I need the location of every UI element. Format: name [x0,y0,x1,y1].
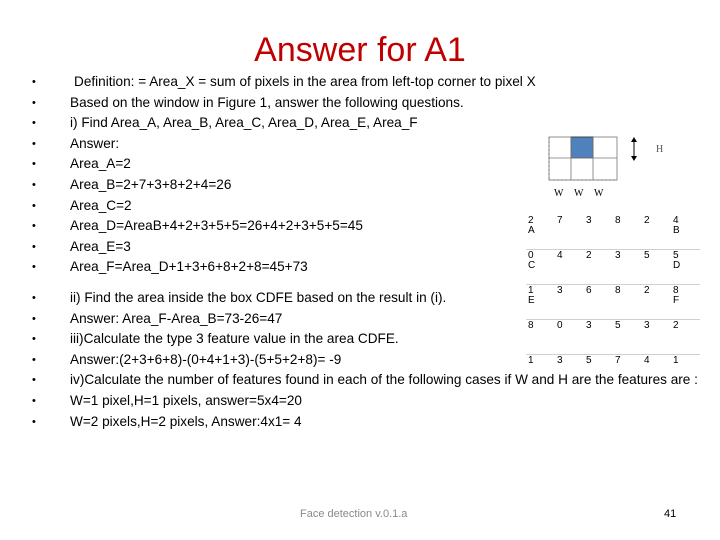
grid-cell-label: A [528,225,535,236]
grid-cell-value: 4 [644,355,650,366]
h-label: H [656,144,664,155]
grid-cell [526,320,555,355]
feature-window-figure [546,134,676,204]
grid-cell [555,355,584,390]
grid-row [526,355,700,390]
grid-cell-value: 8 [673,285,679,296]
grid-cell [555,215,584,250]
grid-cell-value: 0 [528,250,534,261]
grid-cell-label: E [528,295,535,306]
grid-cell [584,320,613,355]
grid-cell [584,285,613,320]
grid-cell-value: 5 [673,250,679,261]
bullet-question-4: • iv)Calculate the number of features found in each of the following cases if W and H are the features are : [28,370,700,391]
grid-cell-value: 2 [644,285,650,296]
grid-cell-value: 1 [528,285,534,296]
grid-cell-value: 1 [673,355,679,366]
grid-cell [526,215,555,250]
bullet-question-3: • iii)Calculate the type 3 feature value in the area CDFE. [28,329,700,350]
grid-cell-value: 5 [615,320,621,331]
h-arrow-up-icon [631,137,637,142]
bullet-definition: • Definition: = Area_X = sum of pixels in the area from left-top corner to pixel X [28,72,700,93]
grid-cell [555,250,584,285]
grid-cell-value: 0 [557,320,563,331]
grid-row [526,215,700,250]
grid-cell [613,250,642,285]
grid-cell [642,285,671,320]
grid-cell-value: 2 [586,250,592,261]
slide-title: Answer for A1 [254,31,466,69]
grid-cell-value: 1 [528,355,534,366]
grid-cell [642,320,671,355]
grid-cell-value: 2 [644,215,650,226]
grid-cell-value: 4 [673,215,679,226]
grid-cell-value: 3 [644,320,650,331]
grid-cell-label: B [673,225,680,236]
grid-cell [584,355,613,390]
grid-cell [526,250,555,285]
grid-cell [584,250,613,285]
grid-row [526,250,700,285]
grid-cell [642,215,671,250]
grid-cell-value: 8 [615,215,621,226]
grid-cell-value: 8 [615,285,621,296]
grid-cell-value: 8 [528,320,534,331]
bullet-area-e: • Area_E=3 [28,237,700,258]
bullet-question-1: • i) Find Area_A, Area_B, Area_C, Area_D, Area_E, Area_F [28,113,700,134]
grid-cell [584,215,613,250]
grid-cell [671,250,700,285]
grid-cell [613,320,642,355]
bullet-area-b: • Area_B=2+7+3+8+2+4=26 [28,175,700,196]
grid-cell [642,250,671,285]
grid-cell [555,285,584,320]
grid-cell-value: 4 [557,250,563,261]
w-label-1: W [554,188,564,199]
grid-cell-value: 2 [673,320,679,331]
bullet-area-a: • Area_A=2 [28,154,700,175]
bullet-case-1: • W=1 pixel,H=1 pixels, answer=5x4=20 [28,391,700,412]
grid-cell-label: C [528,260,536,271]
bullet-instruction: • Based on the window in Figure 1, answer the following questions. [28,93,700,114]
grid-cell [613,215,642,250]
grid-cell [671,320,700,355]
grid-cell-value: 3 [586,215,592,226]
bullet-area-f: • Area_F=Area_D+1+3+6+8+2+8=45+73 [28,257,700,278]
figure-highlight-block [571,137,593,158]
w-label-2: W [574,188,584,199]
grid-cell-value: 3 [557,355,563,366]
pixel-grid-table [526,215,700,389]
grid-cell [642,355,671,390]
grid-cell [613,285,642,320]
grid-cell-value: 7 [557,215,563,226]
h-arrow-down-icon [631,156,637,161]
grid-cell-value: 3 [615,250,621,261]
grid-cell-label: D [673,260,681,271]
grid-cell [671,355,700,390]
grid-cell [526,355,555,390]
grid-cell-value: 2 [528,215,534,226]
grid-row [526,320,700,355]
grid-cell-value: 6 [586,285,592,296]
bullet-answer-3: • Answer:(2+3+6+8)-(0+4+1+3)-(5+5+2+8)= -9 [28,350,700,371]
bullet-case-2: • W=2 pixels,H=2 pixels, Answer:4x1= 4 [28,412,700,433]
grid-cell-label: F [673,295,680,306]
grid-cell [671,285,700,320]
grid-cell [555,320,584,355]
bullet-answer-label: • Answer: [28,134,700,155]
footer-text: Face detection v.0.1.a [300,508,408,520]
grid-cell-value: 7 [615,355,621,366]
w-label-3: W [594,188,604,199]
bullet-area-d: • Area_D=AreaB+4+2+3+5+5=26+4+2+3+5+5=45 [28,216,700,237]
grid-cell [613,355,642,390]
grid-row [526,285,700,320]
grid-cell-value: 3 [557,285,563,296]
grid-cell [526,285,555,320]
bullet-answer-2: • Answer: Area_F-Area_B=73-26=47 [28,309,700,330]
bullet-question-2: • ii) Find the area inside the box CDFE based on the result in (i). [28,288,700,309]
grid-cell-value: 3 [586,320,592,331]
bullet-area-c: • Area_C=2 [28,196,700,217]
grid-cell [671,215,700,250]
grid-cell-value: 5 [586,355,592,366]
page-number: 41 [664,508,677,520]
grid-cell-value: 5 [644,250,650,261]
